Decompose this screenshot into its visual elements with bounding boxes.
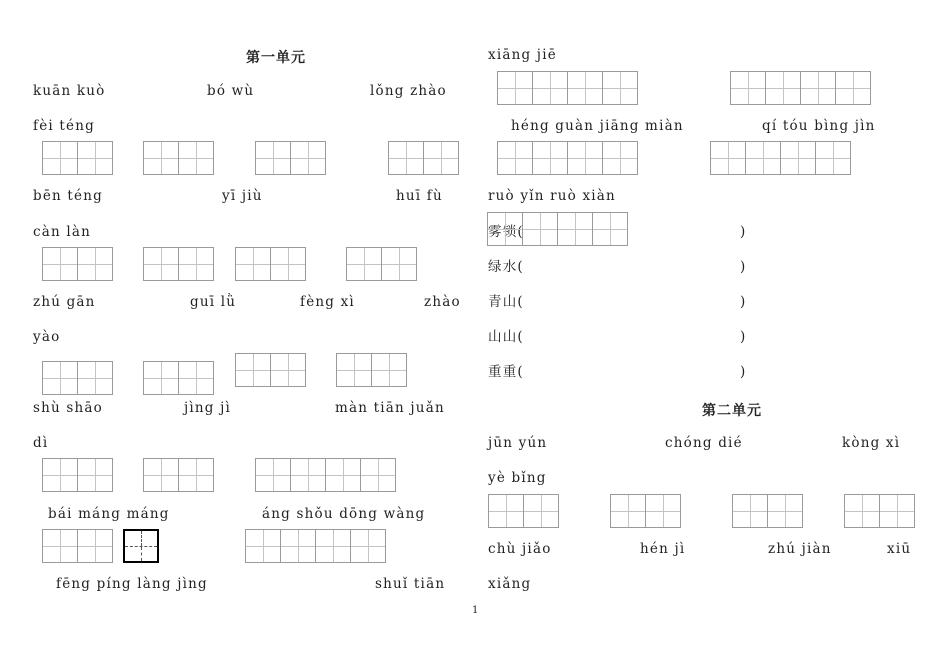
pinyin-qi-tou-bing-jin: qí tóu bìng jìn bbox=[762, 118, 876, 134]
grid-cell bbox=[388, 141, 424, 175]
writing-grid bbox=[488, 494, 559, 528]
grid-cell bbox=[350, 529, 386, 563]
unit1-title: 第一单元 bbox=[246, 50, 306, 66]
grid-cell bbox=[255, 458, 291, 492]
pinyin-bo-wu: bó wù bbox=[207, 83, 255, 99]
grid-cell bbox=[532, 141, 568, 175]
fill-in-close-paren: ) bbox=[740, 224, 747, 240]
grid-cell bbox=[381, 247, 417, 281]
grid-cell bbox=[143, 141, 179, 175]
fill-in-label: 雾锁( bbox=[488, 224, 524, 240]
grid-cell bbox=[270, 247, 306, 281]
grid-cell bbox=[346, 247, 382, 281]
fill-in-close-paren: ) bbox=[740, 259, 747, 275]
pinyin-zhao: zhào bbox=[424, 294, 461, 310]
grid-cell bbox=[42, 361, 78, 395]
grid-cell bbox=[423, 141, 459, 175]
grid-cell bbox=[523, 494, 559, 528]
writing-grid bbox=[346, 247, 417, 281]
fill-in-close-paren: ) bbox=[740, 294, 747, 310]
fill-in-close-paren: ) bbox=[740, 364, 747, 380]
pinyin-di: dì bbox=[33, 435, 49, 451]
pinyin-heng-guan-jiang-mian: héng guàn jiāng miàn bbox=[511, 118, 684, 134]
grid-cell bbox=[178, 247, 214, 281]
pinyin-fei-teng: fèi téng bbox=[33, 118, 95, 134]
pinyin-ang-shou-dong-wang: áng shǒu dōng wàng bbox=[262, 506, 426, 522]
grid-cell bbox=[557, 212, 593, 246]
grid-cell bbox=[143, 361, 179, 395]
grid-cell bbox=[42, 458, 78, 492]
pinyin-ruo-yin-ruo-xian: ruò yǐn ruò xiàn bbox=[488, 188, 616, 204]
grid-cell bbox=[497, 141, 533, 175]
pinyin-jun-yun: jūn yún bbox=[488, 435, 548, 451]
pinyin-xiu: xiū bbox=[887, 541, 912, 557]
writing-grid bbox=[710, 141, 851, 175]
grid-cell bbox=[745, 141, 781, 175]
writing-grid bbox=[143, 247, 214, 281]
pinyin-hui-fu: huī fù bbox=[396, 188, 443, 204]
grid-cell bbox=[325, 458, 361, 492]
grid-cell bbox=[178, 458, 214, 492]
grid-cell bbox=[844, 494, 880, 528]
grid-cell bbox=[235, 353, 271, 387]
unit2-title: 第二单元 bbox=[702, 403, 762, 419]
writing-grid bbox=[730, 71, 871, 105]
grid-cell bbox=[780, 141, 816, 175]
grid-cell bbox=[800, 71, 836, 105]
pinyin-shu-shao: shù shāo bbox=[33, 400, 104, 416]
pinyin-hen-ji: hén jì bbox=[640, 541, 686, 557]
fill-in-label: 青山( bbox=[488, 294, 524, 310]
grid-cell bbox=[610, 494, 646, 528]
pinyin-chu-jiao: chù jiǎo bbox=[488, 541, 552, 557]
writing-grid bbox=[235, 353, 306, 387]
writing-grid bbox=[42, 529, 113, 563]
grid-cell bbox=[645, 494, 681, 528]
writing-grid bbox=[123, 529, 159, 563]
grid-cell bbox=[77, 361, 113, 395]
writing-grid bbox=[42, 361, 113, 395]
grid-cell bbox=[280, 529, 316, 563]
writing-grid bbox=[143, 458, 214, 492]
grid-cell bbox=[245, 529, 281, 563]
pinyin-jing-ji: jìng jì bbox=[184, 400, 232, 416]
grid-cell bbox=[767, 494, 803, 528]
writing-grid bbox=[336, 353, 407, 387]
grid-cell bbox=[143, 458, 179, 492]
writing-grid bbox=[255, 141, 326, 175]
grid-cell bbox=[77, 141, 113, 175]
grid-cell bbox=[235, 247, 271, 281]
grid-cell bbox=[123, 529, 159, 563]
pinyin-long-zhao: lǒng zhào bbox=[370, 83, 447, 99]
pinyin-ben-teng: bēn téng bbox=[33, 188, 103, 204]
grid-cell bbox=[602, 141, 638, 175]
page-number: 1 bbox=[472, 605, 479, 616]
grid-cell bbox=[336, 353, 372, 387]
grid-cell bbox=[710, 141, 746, 175]
pinyin-ye-bing: yè bǐng bbox=[488, 470, 547, 486]
writing-grid bbox=[235, 247, 306, 281]
fill-in-label: 重重( bbox=[488, 364, 524, 380]
grid-cell bbox=[178, 361, 214, 395]
grid-cell bbox=[602, 71, 638, 105]
grid-cell bbox=[732, 494, 768, 528]
pinyin-xiang: xiǎng bbox=[488, 576, 532, 592]
pinyin-chong-die: chóng dié bbox=[665, 435, 743, 451]
grid-cell bbox=[815, 141, 851, 175]
grid-cell bbox=[879, 494, 915, 528]
writing-grid bbox=[143, 141, 214, 175]
pinyin-can-lan: càn làn bbox=[33, 224, 92, 240]
pinyin-feng-xi: fèng xì bbox=[300, 294, 355, 310]
grid-cell bbox=[42, 529, 78, 563]
pinyin-gui-lv: guī lǜ bbox=[190, 294, 237, 310]
writing-grid bbox=[497, 71, 638, 105]
writing-grid bbox=[732, 494, 803, 528]
grid-cell bbox=[42, 247, 78, 281]
grid-cell bbox=[290, 458, 326, 492]
grid-cell bbox=[42, 141, 78, 175]
fill-in-label: 山山( bbox=[488, 329, 524, 345]
pinyin-zhu-jian: zhú jiàn bbox=[768, 541, 832, 557]
pinyin-bai-mang-mang: bái máng máng bbox=[48, 506, 170, 522]
writing-grid bbox=[844, 494, 915, 528]
pinyin-man-tian-juan: màn tiān juǎn bbox=[335, 400, 445, 416]
grid-cell bbox=[178, 141, 214, 175]
writing-grid bbox=[610, 494, 681, 528]
grid-cell bbox=[77, 458, 113, 492]
grid-cell bbox=[497, 71, 533, 105]
grid-cell bbox=[371, 353, 407, 387]
fill-in-label: 绿水( bbox=[488, 259, 524, 275]
grid-cell bbox=[592, 212, 628, 246]
writing-grid bbox=[245, 529, 386, 563]
grid-cell bbox=[835, 71, 871, 105]
pinyin-feng-ping-lang-jing: fēng píng làng jìng bbox=[56, 576, 208, 592]
grid-cell bbox=[567, 141, 603, 175]
writing-grid bbox=[42, 141, 113, 175]
grid-cell bbox=[567, 71, 603, 105]
grid-cell bbox=[290, 141, 326, 175]
grid-cell bbox=[522, 212, 558, 246]
grid-cell bbox=[143, 247, 179, 281]
pinyin-yao: yào bbox=[33, 329, 61, 345]
pinyin-shui-tian: shuǐ tiān bbox=[375, 576, 446, 592]
writing-grid bbox=[255, 458, 396, 492]
writing-grid bbox=[388, 141, 459, 175]
grid-cell bbox=[255, 141, 291, 175]
fill-in-close-paren: ) bbox=[740, 329, 747, 345]
grid-cell bbox=[532, 71, 568, 105]
grid-cell bbox=[487, 212, 523, 246]
grid-cell bbox=[488, 494, 524, 528]
writing-grid bbox=[487, 212, 628, 246]
pinyin-xiang-jie: xiāng jiē bbox=[488, 47, 557, 63]
pinyin-yi-jiu: yī jiù bbox=[222, 188, 263, 204]
writing-grid bbox=[42, 458, 113, 492]
grid-cell bbox=[730, 71, 766, 105]
grid-cell bbox=[270, 353, 306, 387]
writing-grid bbox=[143, 361, 214, 395]
grid-cell bbox=[315, 529, 351, 563]
pinyin-kong-xi: kòng xì bbox=[842, 435, 901, 451]
grid-cell bbox=[77, 529, 113, 563]
grid-cell bbox=[77, 247, 113, 281]
grid-cell bbox=[765, 71, 801, 105]
pinyin-kuan-kuo: kuān kuò bbox=[33, 83, 106, 99]
grid-cell bbox=[360, 458, 396, 492]
pinyin-zhu-gan: zhú gān bbox=[33, 294, 96, 310]
writing-grid bbox=[497, 141, 638, 175]
writing-grid bbox=[42, 247, 113, 281]
